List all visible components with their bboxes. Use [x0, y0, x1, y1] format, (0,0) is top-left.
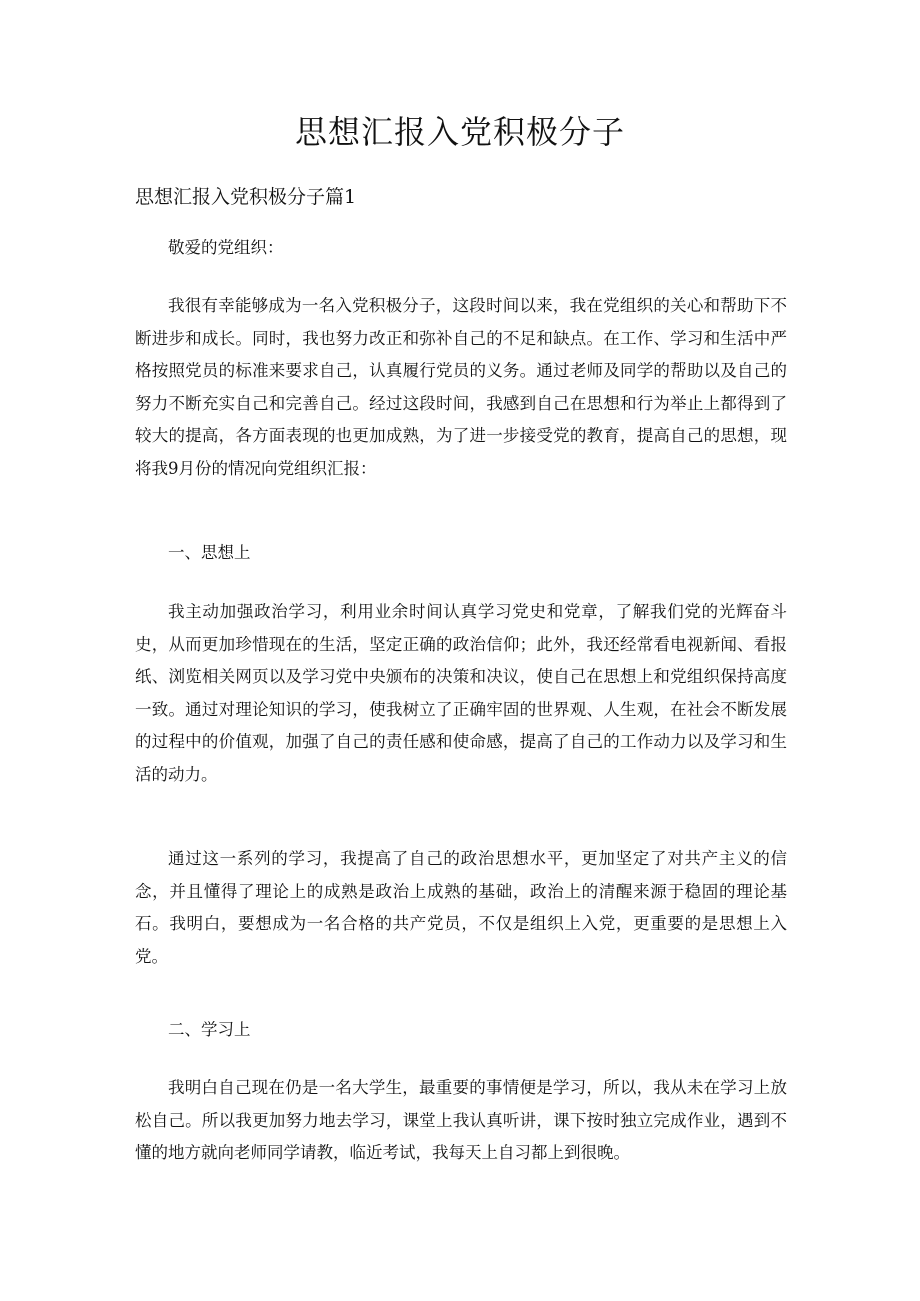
document-subtitle: 思想汇报入党积极分子篇1 — [135, 186, 357, 208]
salutation: 敬爱的党组织： — [168, 238, 284, 257]
paragraph-thought-2: 通过这一系列的学习，我提高了自己的政治思想水平，更加坚定了对共产主义的信念，并且懂得了理论上的成熟是政治上成熟的基础，政治上的清醒来源于稳固的理论基石。我明白，要想成为一名合格的共产党员，不仅是组织上入党，更重要的是思想上入党。 — [135, 849, 787, 966]
paragraph-study: 我明白自己现在仍是一名大学生，最重要的事情便是学习，所以，我从未在学习上放松自己。所以我更加努力地去学习，课堂上我认真听讲，课下按时独立完成作业，遇到不懂的地方就向老师同学请教，临近考试，我每天上自习都上到很晚。 — [135, 1078, 787, 1163]
section-heading-study: 二、学习上 — [168, 1020, 251, 1039]
paragraph-intro: 我很有幸能够成为一名入党积极分子，这段时间以来，我在党组织的关心和帮助下不断进步和成长。同时，我也努力改正和弥补自己的不足和缺点。在工作、学习和生活中严格按照党员的标准来要求自己，认真履行党员的义务。通过老师及同学的帮助以及自己的努力不断充实自己和完善自己。经过这段时间，我感到自己在思想和行为举止上都得到了较大的提高，各方面表现的也更加成熟，为了进一步接受党的教育，提高自己的思想，现将我9月份的情况向党组织汇报： — [135, 296, 787, 478]
section-heading-thought: 一、思想上 — [168, 543, 251, 562]
paragraph-thought-1: 我主动加强政治学习，利用业余时间认真学习党史和党章，了解我们党的光辉奋斗史，从而更加珍惜现在的生活，坚定正确的政治信仰；此外，我还经常看电视新闻、看报纸、浏览相关网页以及学习党中央颁布的决策和决议，使自己在思想上和党组织保持高度一致。通过对理论知识的学习，使我树立了正确牢固的世界观、人生观，在社会不断发展的过程中的价值观，加强了自己的责任感和使命感，提高了自己的工作动力以及学习和生活的动力。 — [135, 602, 787, 784]
document-title: 思想汇报入党积极分子 — [294, 113, 625, 151]
